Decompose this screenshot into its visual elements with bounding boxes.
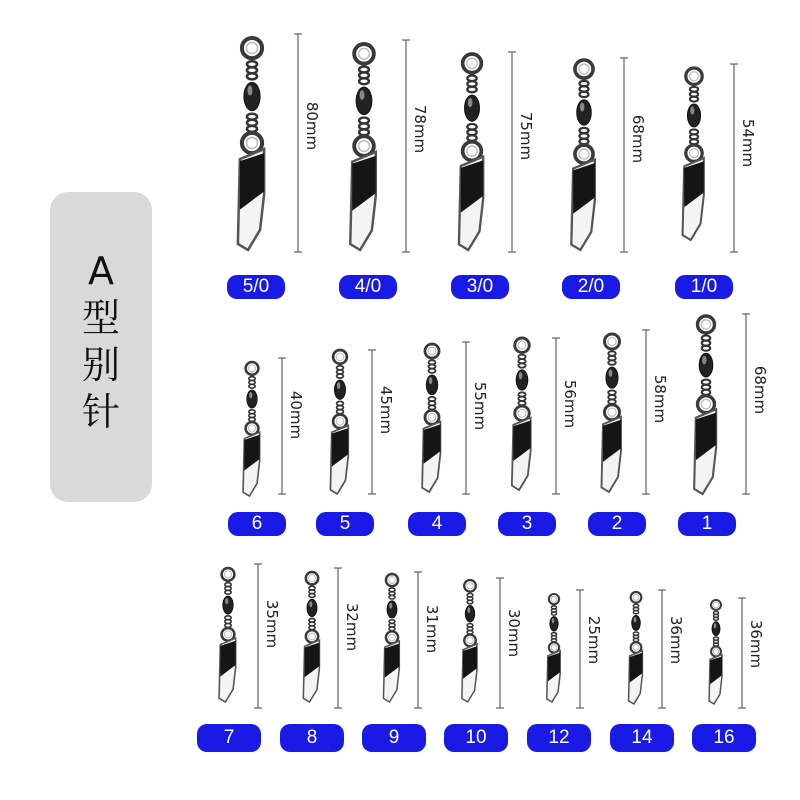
- length-indicator: [576, 590, 584, 708]
- length-label: 25mm: [585, 615, 604, 664]
- snap-swivel-icon: [709, 600, 722, 704]
- length-label: 32mm: [343, 602, 362, 651]
- snap-swivel-icon: [694, 316, 716, 494]
- length-label: 54mm: [739, 118, 758, 168]
- snap-swivel-icon: [512, 338, 531, 490]
- size-badge: 9: [362, 724, 426, 752]
- snap-swivel-icon: [629, 592, 643, 704]
- size-badge: 4: [408, 512, 466, 536]
- size-badge: 12: [527, 724, 591, 752]
- length-label: 36mm: [667, 615, 686, 664]
- snap-swivel-icon: [459, 54, 483, 250]
- length-indicator: [508, 52, 516, 252]
- snap-swivel-icon: [330, 350, 348, 494]
- length-indicator: [414, 572, 422, 708]
- length-indicator: [294, 34, 302, 252]
- size-badge: 3: [498, 512, 556, 536]
- snap-swivel-icon: [350, 44, 376, 250]
- length-indicator: [552, 338, 560, 494]
- size-badge: 7: [197, 724, 261, 752]
- length-indicator: [254, 564, 262, 708]
- length-indicator: [334, 568, 342, 708]
- length-label: 68mm: [751, 365, 770, 414]
- snap-swivel-icon: [383, 574, 399, 702]
- size-badge: 4/0: [339, 275, 397, 299]
- size-badge: 1: [678, 512, 736, 536]
- length-label: 58mm: [651, 374, 670, 424]
- snap-swivel-icon: [462, 580, 477, 702]
- length-label: 30mm: [505, 608, 524, 657]
- snap-swivel-icon: [303, 572, 319, 702]
- length-label: 31mm: [423, 604, 442, 654]
- size-badge: 16: [692, 724, 756, 752]
- type-label: A 型 别 针: [81, 249, 120, 434]
- length-indicator: [462, 342, 470, 494]
- length-label: 75mm: [517, 111, 536, 161]
- size-badge: 8: [280, 724, 344, 752]
- length-indicator: [658, 590, 666, 708]
- length-label: 55mm: [471, 381, 490, 430]
- length-indicator: [496, 578, 504, 708]
- length-indicator: [620, 58, 628, 252]
- length-label: 36mm: [747, 620, 766, 669]
- size-badge: 2: [588, 512, 646, 536]
- length-indicator: [730, 64, 738, 252]
- size-badge: 5: [316, 512, 374, 536]
- snap-swivel-icon: [238, 38, 264, 250]
- snap-swivel-icon: [683, 68, 704, 240]
- snap-swivel-icon: [571, 60, 595, 250]
- length-indicator: [738, 598, 746, 708]
- length-indicator: [402, 40, 410, 252]
- snap-swivel-icon: [547, 594, 560, 702]
- snap-swivel-icon: [601, 334, 621, 492]
- length-label: 40mm: [287, 390, 306, 440]
- snap-swivel-icon: [422, 344, 440, 492]
- length-indicator: [742, 314, 750, 494]
- length-label: 35mm: [263, 600, 282, 649]
- size-badge: 10: [444, 724, 508, 752]
- size-badge: 14: [610, 724, 674, 752]
- length-label: 80mm: [303, 101, 322, 150]
- length-indicator: [642, 330, 650, 494]
- size-badge: 3/0: [451, 275, 509, 299]
- length-label: 78mm: [411, 104, 430, 154]
- size-badge: 5/0: [227, 275, 285, 299]
- length-label: 68mm: [629, 115, 648, 164]
- length-indicator: [278, 358, 286, 494]
- length-indicator: [368, 350, 376, 494]
- length-label: 45mm: [377, 386, 396, 435]
- size-badge: 2/0: [562, 275, 620, 299]
- snap-swivel-icon: [219, 568, 236, 702]
- size-badge: 6: [228, 512, 286, 536]
- size-badge: 1/0: [675, 275, 733, 299]
- length-label: 56mm: [561, 379, 580, 428]
- snap-swivel-icon: [243, 362, 260, 496]
